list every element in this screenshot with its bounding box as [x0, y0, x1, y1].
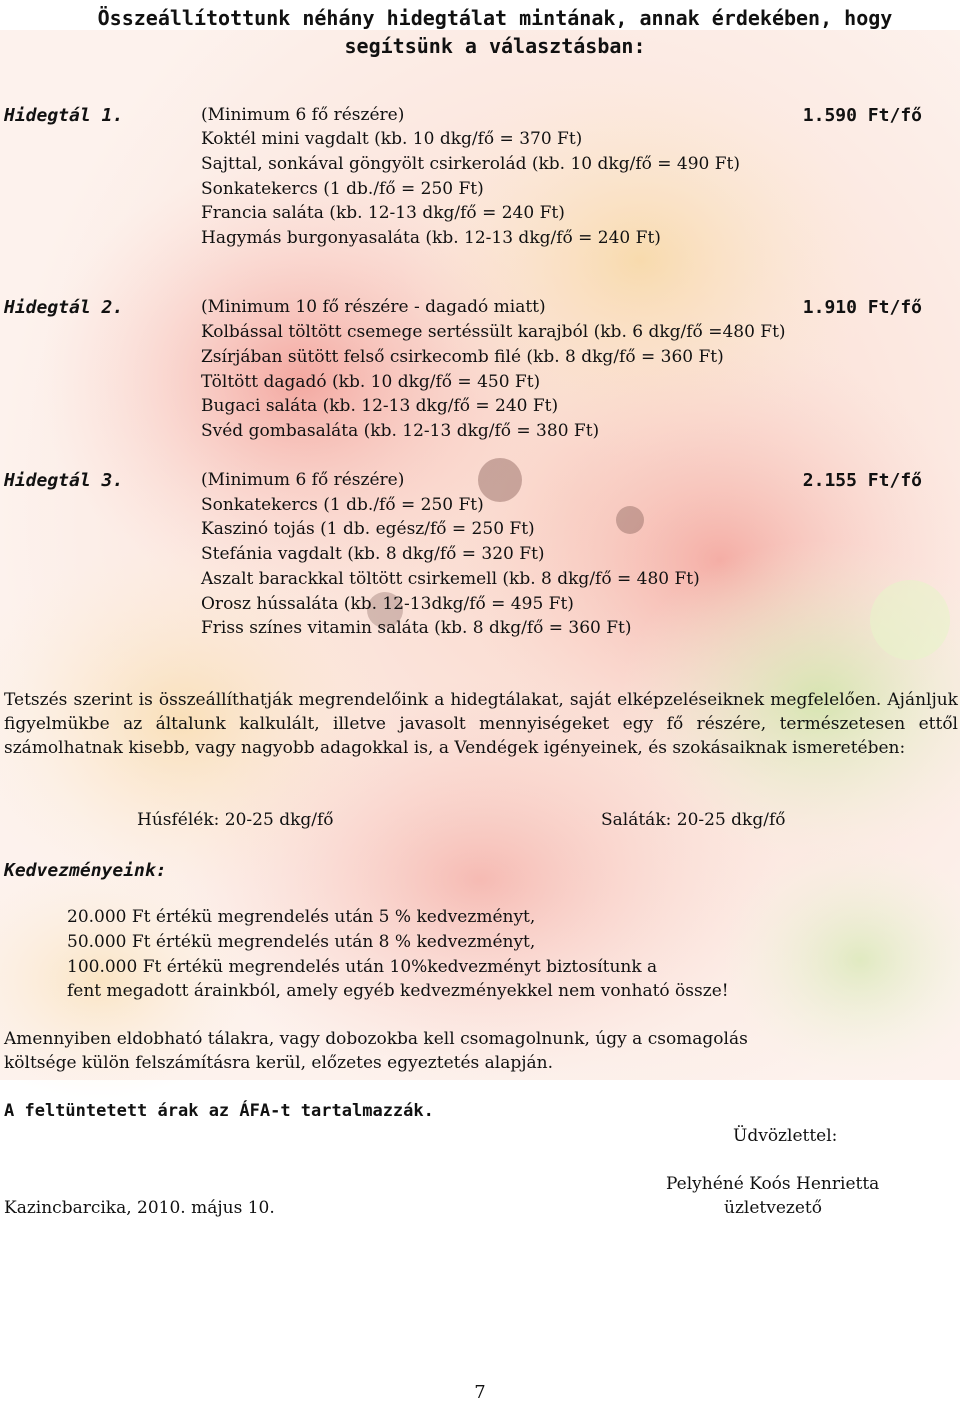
page-title [0, 4, 960, 60]
platter-3-item: Sonkatekercs (1 db./fő = 250 Ft) [201, 495, 484, 515]
platter-1-label: Hidegtál 1. [4, 105, 124, 126]
platter-3-price: 2.155 Ft/fő [802, 470, 922, 491]
discount-line: 100.000 Ft értékü megrendelés után 10%kedvezményt biztosítunk a [67, 957, 658, 977]
platter-2-label: Hidegtál 2. [4, 297, 124, 318]
platter-3-label: Hidegtál 3. [4, 470, 124, 491]
platter-3-item: Kaszinó tojás (1 db. egész/fő = 250 Ft) [201, 519, 535, 539]
platter-2-item: Svéd gombasaláta (kb. 12-13 dkg/fő = 380 Ft) [201, 421, 600, 441]
signature-role: üzletvezető [724, 1198, 822, 1218]
signature-name: Pelyhéné Koós Henrietta [666, 1174, 880, 1194]
place-date: Kazincbarcika, 2010. május 10. [4, 1198, 275, 1218]
discount-line: fent megadott árainkból, amely egyéb kedvezményekkel nem vonható össze! [67, 981, 729, 1001]
platter-2-price: 1.910 Ft/fő [802, 297, 922, 318]
platter-1-item: Koktél mini vagdalt (kb. 10 dkg/fő = 370 Ft) [201, 129, 583, 149]
platter-2-item: Kolbással töltött csemege sertéssült karajból (kb. 6 dkg/fő =480 Ft) [201, 322, 786, 342]
platter-1-item: Hagymás burgonyasaláta (kb. 12-13 dkg/fő = 240 Ft) [201, 228, 661, 248]
discount-line: 20.000 Ft értékü megrendelés után 5 % kedvezményt, [67, 907, 536, 927]
meat-portion: Húsfélék: 20-25 dkg/fő [137, 810, 334, 830]
title-line-1: Összeállítottunk néhány hidegtálat mintának, annak érdekében, hogy [97, 6, 893, 30]
platter-1-minimum: (Minimum 6 fő részére) [201, 105, 405, 125]
platter-1-price: 1.590 Ft/fő [802, 105, 922, 126]
packaging-line-1: Amennyiben eldobható tálakra, vagy dobozokba kell csomagolnunk, úgy a csomagolás [4, 1029, 748, 1049]
platter-2-minimum: (Minimum 10 fő részére - dagadó miatt) [201, 297, 546, 317]
platter-3-item: Stefánia vagdalt (kb. 8 dkg/fő = 320 Ft) [201, 544, 545, 564]
platter-3-minimum: (Minimum 6 fő részére) [201, 470, 405, 490]
vat-note: A feltüntetett árak az ÁFA-t tartalmazzák. [4, 1101, 434, 1121]
packaging-line-2: költsége külön felszámításra kerül, előzetes egyeztetés alapján. [4, 1053, 554, 1073]
platter-2-item: Bugaci saláta (kb. 12-13 dkg/fő = 240 Ft) [201, 396, 559, 416]
platter-2-item: Töltött dagadó (kb. 10 dkg/fő = 450 Ft) [201, 372, 541, 392]
page-number: 7 [474, 1382, 486, 1403]
salad-portion: Saláták: 20-25 dkg/fő [601, 810, 786, 830]
platter-1-item: Sonkatekercs (1 db./fő = 250 Ft) [201, 179, 484, 199]
discount-line: 50.000 Ft értékü megrendelés után 8 % kedvezményt, [67, 932, 536, 952]
platter-1-item: Francia saláta (kb. 12-13 dkg/fő = 240 Ft) [201, 203, 565, 223]
discounts-label: Kedvezményeink: [4, 860, 167, 881]
title-line-2: segítsünk a választásban: [344, 34, 646, 58]
platter-2-item: Zsírjában sütött felső csirkecomb filé (kb. 8 dkg/fő = 360 Ft) [201, 347, 724, 367]
platter-3-item: Aszalt barackkal töltött csirkemell (kb. 8 dkg/fő = 480 Ft) [201, 569, 700, 589]
platter-1-item: Sajttal, sonkával göngyölt csirkerolád (kb. 10 dkg/fő = 490 Ft) [201, 154, 741, 174]
greeting: Üdvözlettel: [733, 1126, 838, 1146]
platter-3-item: Friss színes vitamin saláta (kb. 8 dkg/fő = 360 Ft) [201, 618, 632, 638]
platter-3-item: Orosz hússaláta (kb. 12-13dkg/fő = 495 Ft) [201, 594, 574, 614]
custom-order-paragraph: Tetszés szerint is összeállíthatják megrendelőink a hidegtálakat, saját elképzeléseiknek megfelelően. Ajánljuk figyelmükbe az általunk kalkulált, illetve javasolt mennyiségeket egy fő részére, természetesen ettől számolhatnak kisebb, vagy nagyobb adagokkal is, a Vendégek igényeinek, és szokásaiknak ismeretében: [4, 690, 958, 758]
